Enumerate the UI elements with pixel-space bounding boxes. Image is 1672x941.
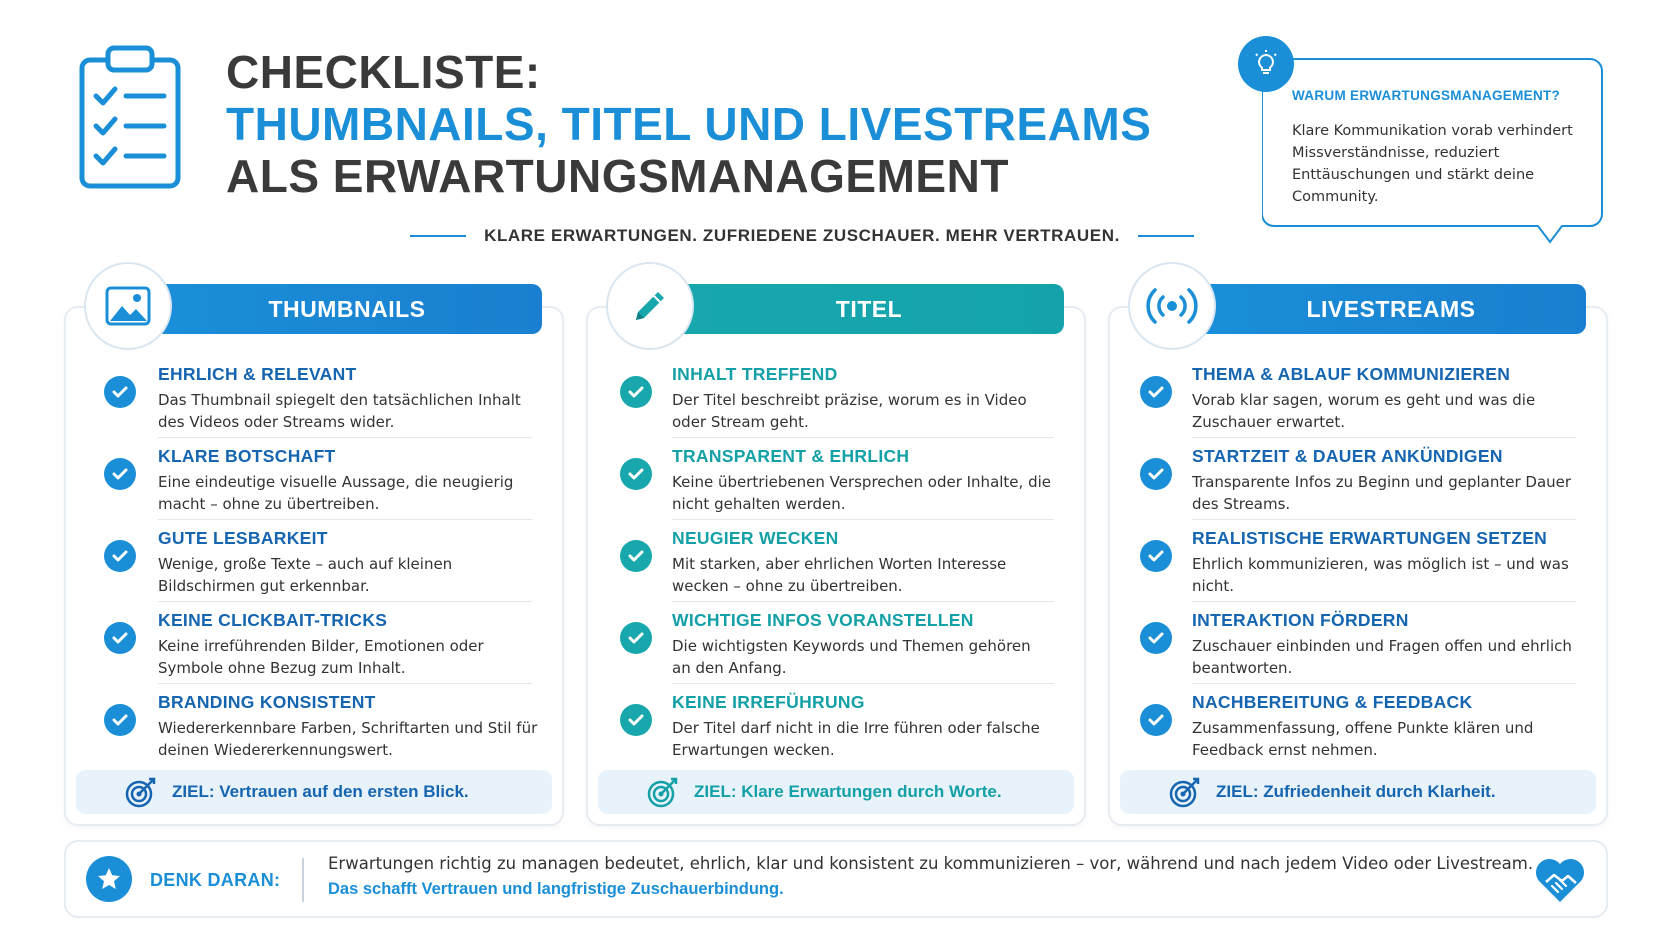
- goal-box: [76, 770, 552, 814]
- checkmark-icon: [1140, 540, 1172, 572]
- item-text: Der Titel beschreibt präzise, worum es in Video oder Stream geht.: [672, 391, 1027, 431]
- tagline-rule-left: [410, 235, 466, 237]
- page-title: [226, 46, 1151, 202]
- item-heading: GUTE LESBARKEIT: [158, 528, 328, 548]
- column-title: TITEL: [835, 295, 903, 322]
- goal-text: ZIEL: Klare Erwartungen durch Worte.: [694, 782, 1002, 801]
- item-text: Ehrlich kommunizieren, was möglich ist – und was nicht.: [1192, 555, 1569, 595]
- list-item: [66, 602, 532, 684]
- checkmark-icon: [620, 622, 652, 654]
- checkmark-icon: [104, 704, 136, 736]
- goal-box: [1120, 770, 1596, 814]
- thumbnails-checklist: [66, 356, 562, 766]
- reminder-footer: [64, 840, 1608, 918]
- broadcast-icon: [1128, 262, 1216, 350]
- item-text: Keine übertriebenen Versprechen oder Inhalte, die nicht gehalten werden.: [672, 473, 1051, 513]
- target-icon: [1168, 775, 1202, 809]
- item-text: Der Titel darf nicht in die Irre führen oder falsche Erwartungen wecken.: [672, 719, 1040, 759]
- item-text: Keine irreführenden Bilder, Emotionen oder Symbole ohne Bezug zum Inhalt.: [158, 637, 484, 677]
- info-bubble: [1262, 58, 1602, 228]
- info-heading: WARUM ERWARTUNGSMANAGEMENT?: [1292, 88, 1561, 103]
- list-item: [1110, 684, 1576, 766]
- checkmark-icon: [104, 376, 136, 408]
- item-heading: EHRLICH & RELEVANT: [158, 364, 357, 384]
- target-icon: [124, 775, 158, 809]
- item-heading: BRANDING KONSISTENT: [158, 692, 376, 712]
- list-item: [66, 438, 532, 520]
- item-text: Transparente Infos zu Beginn und geplanter Dauer des Streams.: [1192, 473, 1572, 513]
- checkmark-icon: [1140, 458, 1172, 490]
- title-line-1: CHECKLISTE:: [226, 46, 541, 98]
- goal-text: ZIEL: Zufriedenheit durch Klarheit.: [1216, 782, 1496, 801]
- column-title: THUMBNAILS: [268, 295, 426, 322]
- pencil-icon: [606, 262, 694, 350]
- list-item: [1110, 356, 1576, 438]
- checkmark-icon: [620, 540, 652, 572]
- clipboard-checklist-icon: [78, 44, 182, 190]
- checkmark-icon: [620, 704, 652, 736]
- tagline-rule-right: [1138, 235, 1194, 237]
- item-text: Die wichtigsten Keywords und Themen gehören an den Anfang.: [672, 637, 1031, 677]
- item-text: Wenige, große Texte – auch auf kleinen Bildschirmen gut erkennbar.: [158, 555, 453, 595]
- reminder-highlight: Das schafft Vertrauen und langfristige Zuschauerbindung.: [328, 880, 784, 898]
- list-item: [1110, 602, 1576, 684]
- goal-text: ZIEL: Vertrauen auf den ersten Blick.: [172, 782, 469, 801]
- list-item: [588, 356, 1054, 438]
- lightbulb-icon: [1238, 36, 1294, 92]
- livestreams-checklist: [1110, 356, 1606, 766]
- reminder-text: Erwartungen richtig zu managen bedeutet, ehrlich, klar und konsistent zu kommunizieren – vor, während und nach jedem Video oder Livestream.: [328, 854, 1534, 873]
- list-item: [66, 684, 538, 766]
- checkmark-icon: [104, 458, 136, 490]
- star-icon: [86, 856, 132, 902]
- list-item: [588, 520, 1054, 602]
- reminder-label: DENK DARAN:: [150, 870, 281, 890]
- item-heading: KEINE CLICKBAIT-TRICKS: [158, 610, 388, 630]
- title-line-2: THUMBNAILS, TITEL UND LIVESTREAMS: [226, 98, 1152, 150]
- item-heading: INHALT TREFFEND: [672, 364, 838, 384]
- list-item: [1110, 438, 1576, 520]
- info-text: Klare Kommunikation vorab verhindert Missverständnisse, reduziert Enttäuschungen und stärkt deine Community.: [1292, 123, 1573, 205]
- column-title: LIVESTREAMS: [1306, 295, 1476, 322]
- item-text: Mit starken, aber ehrlichen Worten Interesse wecken – ohne zu übertreiben.: [672, 555, 1007, 595]
- item-heading: THEMA & ABLAUF KOMMUNIZIEREN: [1192, 364, 1511, 384]
- title-line-3: ALS ERWARTUNGSMANAGEMENT: [226, 150, 1009, 202]
- titel-header: [674, 284, 1064, 334]
- item-heading: KEINE IRREFÜHRUNG: [672, 692, 865, 712]
- thumbnails-header: [152, 284, 542, 334]
- heart-handshake-icon: [1534, 856, 1586, 904]
- checkmark-icon: [1140, 704, 1172, 736]
- list-item: [588, 684, 1054, 766]
- image-icon: [84, 262, 172, 350]
- checkmark-icon: [104, 540, 136, 572]
- livestreams-header: [1196, 284, 1586, 334]
- checkmark-icon: [620, 458, 652, 490]
- item-text: Vorab klar sagen, worum es geht und was die Zuschauer erwartet.: [1192, 391, 1536, 431]
- list-item: [588, 602, 1054, 684]
- item-heading: NEUGIER WECKEN: [672, 528, 839, 548]
- item-heading: INTERAKTION FÖRDERN: [1192, 610, 1409, 630]
- item-text: Zusammenfassung, offene Punkte klären und Feedback ernst nehmen.: [1192, 719, 1534, 759]
- tagline: [404, 222, 1200, 250]
- target-icon: [646, 775, 680, 809]
- item-heading: NACHBEREITUNG & FEEDBACK: [1192, 692, 1473, 712]
- item-text: Das Thumbnail spiegelt den tatsächlichen Inhalt des Videos oder Streams wider.: [158, 391, 521, 431]
- item-heading: TRANSPARENT & EHRLICH: [672, 446, 910, 466]
- titel-card: [586, 306, 1086, 826]
- tagline-text: KLARE ERWARTUNGEN. ZUFRIEDENE ZUSCHAUER. MEHR VERTRAUEN.: [484, 226, 1120, 245]
- footer-divider: [302, 858, 304, 902]
- item-heading: KLARE BOTSCHAFT: [158, 446, 336, 466]
- goal-box: [598, 770, 1074, 814]
- item-heading: WICHTIGE INFOS VORANSTELLEN: [672, 610, 974, 630]
- checkmark-icon: [1140, 376, 1172, 408]
- list-item: [66, 520, 532, 602]
- thumbnails-card: [64, 306, 564, 826]
- list-item: [66, 356, 532, 438]
- checkmark-icon: [620, 376, 652, 408]
- item-heading: REALISTISCHE ERWARTUNGEN SETZEN: [1192, 528, 1548, 548]
- checkmark-icon: [1140, 622, 1172, 654]
- item-heading: STARTZEIT & DAUER ANKÜNDIGEN: [1192, 446, 1503, 466]
- item-text: Wiedererkennbare Farben, Schriftarten und Stil für deinen Wiedererkennungswert.: [158, 719, 538, 759]
- list-item: [1110, 520, 1576, 602]
- checkmark-icon: [104, 622, 136, 654]
- item-text: Zuschauer einbinden und Fragen offen und ehrlich beantworten.: [1192, 637, 1572, 677]
- list-item: [588, 438, 1054, 520]
- titel-checklist: [588, 356, 1084, 766]
- livestreams-card: [1108, 306, 1608, 826]
- item-text: Eine eindeutige visuelle Aussage, die neugierig macht – ohne zu übertreiben.: [158, 473, 514, 513]
